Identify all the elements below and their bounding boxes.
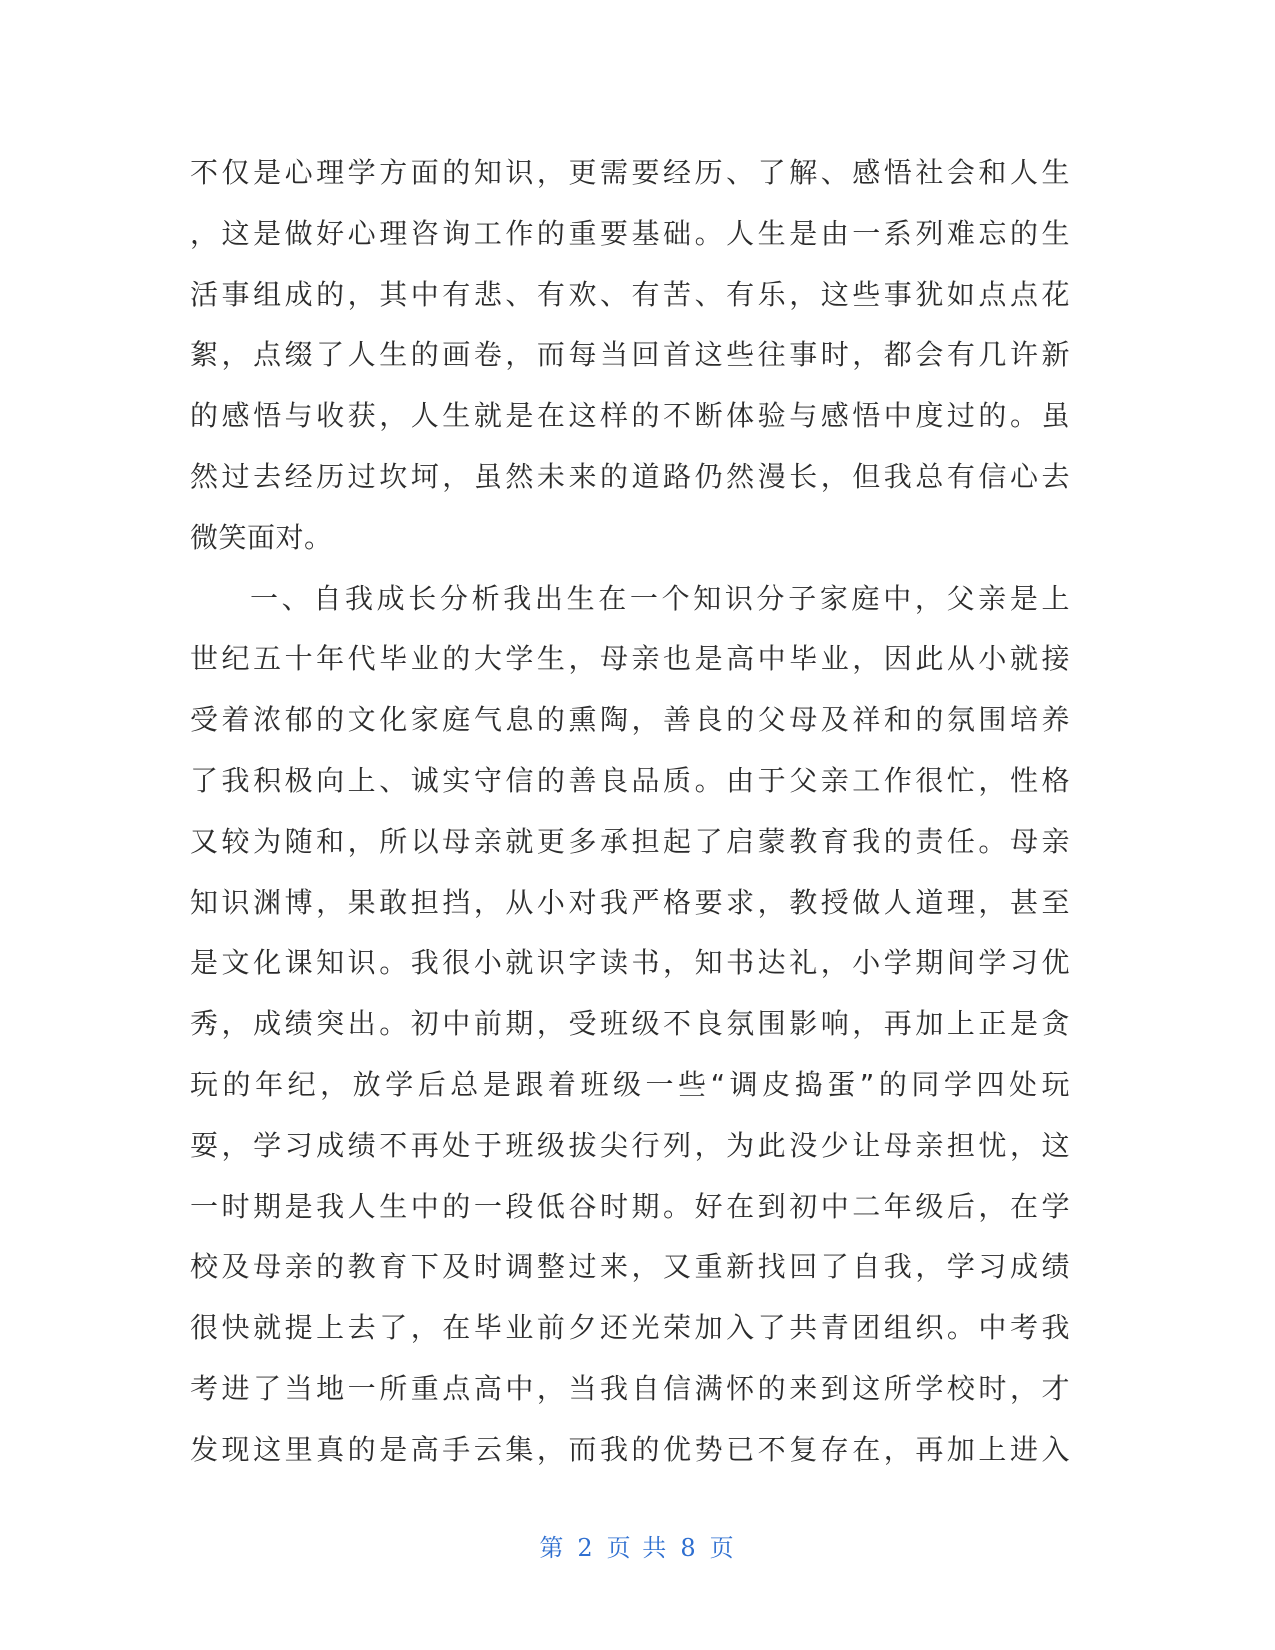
footer-prefix: 第: [539, 1534, 566, 1562]
body-text: [190, 143, 1070, 1481]
text-line: 的感悟与收获，人生就是在这样的不断体验与感悟中度过的。虽: [190, 399, 1070, 433]
text-line: 知识渊博，果敢担挡，从小对我严格要求，教授做人道理，甚至: [190, 885, 1070, 919]
text-line: 受着浓郁的文化家庭气息的熏陶，善良的父母及祥和的氛围培养: [190, 703, 1070, 737]
text-line: 活事组成的，其中有悲、有欢、有苦、有乐，这些事犹如点点花: [190, 277, 1070, 311]
text-line: 很快就提上去了，在毕业前夕还光荣加入了共青团组织。中考我: [190, 1311, 1070, 1345]
text-line: 玩的年纪，放学后总是跟着班级一些“调皮捣蛋”的同学四处玩: [190, 1067, 1070, 1101]
text-line: 然过去经历过坎坷，虽然未来的道路仍然漫长，但我总有信心去: [190, 459, 1070, 493]
footer-middle: 页 共: [606, 1534, 669, 1562]
text-line: ，这是做好心理咨询工作的重要基础。人生是由一系列难忘的生: [190, 216, 1070, 250]
text-line: 世纪五十年代毕业的大学生，母亲也是高中毕业，因此从小就接: [190, 642, 1070, 676]
text-line: 一、自我成长分析我出生在一个知识分子家庭中，父亲是上: [250, 581, 1070, 615]
text-line: 秀，成绩突出。初中前期，受班级不良氛围影响，再加上正是贪: [190, 1007, 1070, 1041]
footer-total-pages: 8: [680, 1534, 698, 1562]
footer-suffix: 页: [709, 1534, 736, 1562]
text-line: 校及母亲的教育下及时调整过来，又重新找回了自我，学习成绩: [190, 1250, 1070, 1284]
text-line: 一时期是我人生中的一段低谷时期。好在到初中二年级后，在学: [190, 1189, 1070, 1223]
text-line: 是文化课知识。我很小就识字读书，知书达礼，小学期间学习优: [190, 946, 1070, 980]
text-line: 发现这里真的是高手云集，而我的优势已不复存在，再加上进入: [190, 1432, 1070, 1466]
text-line: 微笑面对。: [190, 520, 333, 554]
page-footer: [0, 1528, 1275, 1563]
footer-current-page: 2: [577, 1534, 595, 1562]
text-line: 耍，学习成绩不再处于班级拔尖行列，为此没少让母亲担忧，这: [190, 1128, 1070, 1162]
text-line: 考进了当地一所重点高中，当我自信满怀的来到这所学校时，才: [190, 1371, 1070, 1405]
text-line: 不仅是心理学方面的知识，更需要经历、了解、感悟社会和人生: [190, 156, 1070, 189]
text-line: 絮，点缀了人生的画卷，而每当回首这些往事时，都会有几许新: [190, 338, 1070, 372]
text-line: 了我积极向上、诚实守信的善良品质。由于父亲工作很忙，性格: [190, 763, 1070, 797]
text-line: 又较为随和，所以母亲就更多承担起了启蒙教育我的责任。母亲: [190, 824, 1070, 858]
